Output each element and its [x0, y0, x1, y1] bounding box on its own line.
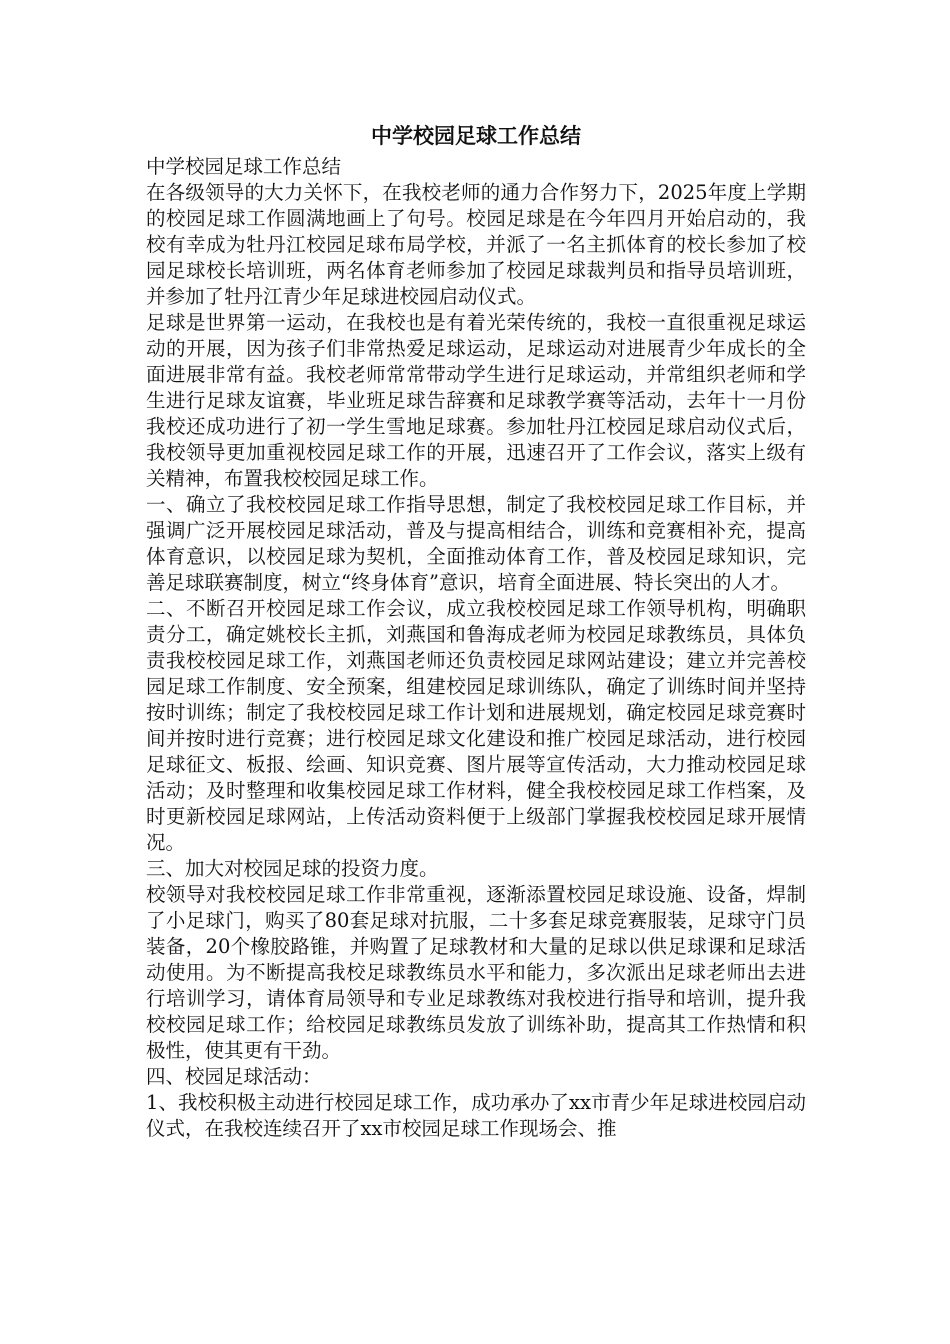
paragraph-section-one: 一、确立了我校校园足球工作指导思想，制定了我校校园足球工作目标，并强调广泛开展校园足球活动，普及与提高相结合，训练和竞赛相补充，提高体育意识，以校园足球为契机，全面推动体育工作，普及校园足球知识，完善足球联赛制度，树立“终身体育”意识，培育全面进展、特长突出的人才。: [146, 493, 806, 594]
paragraph-football-tradition: 足球是世界第一运动，在我校也是有着光荣传统的，我校一直很重视足球运动的开展，因为孩子们非常热爱足球运动，足球运动对进展青少年成长的全面进展非常有益。我校老师常常带动学生进行足球运动，并常组织老师和学生进行足球友谊赛，毕业班足球告辞赛和足球教学赛等活动，去年十一月份我校还成功进行了初一学生雪地足球赛。参加牡丹江校园足球启动仪式后，我校领导更加重视校园足球工作的开展，迅速召开了工作会议，落实上级有关精神，布置我校校园足球工作。: [146, 311, 806, 490]
paragraph-section-three: 校领导对我校校园足球工作非常重视，逐渐添置校园足球设施、设备，焊制了小足球门，购买了80套足球对抗服，二十多套足球竞赛服装，足球守门员装备，20个橡胶路锥，并购置了足球教材和大量的足球以供足球课和足球活动使用。为不断提高我校足球教练员水平和能力，多次派出足球老师出去进行培训学习，请体育局领导和专业足球教练对我校进行指导和培训，提升我校校园足球工作；给校园足球教练员发放了训练补助，提高其工作热情和积极性，使其更有干劲。: [146, 883, 806, 1062]
paragraph-intro: 在各级领导的大力关怀下，在我校老师的通力合作努力下，2025年度上学期的校园足球工作圆满地画上了句号。校园足球是在今年四月开始启动的，我校有幸成为牡丹江校园足球布局学校，并派了一名主抓体育的校长参加了校园足球校长培训班，两名体育老师参加了校园足球裁判员和指导员培训班，并参加了牡丹江青少年足球进校园启动仪式。: [146, 181, 806, 308]
document-subtitle: 中学校园足球工作总结: [146, 155, 342, 178]
heading-section-four: 四、校园足球活动：: [146, 1065, 322, 1088]
paragraph-section-four-item-one: 1、我校积极主动进行校园足球工作，成功承办了xx市青少年足球进校园启动仪式，在我校连续召开了xx市校园足球工作现场会、推: [146, 1091, 806, 1140]
paragraph-section-two: 二、不断召开校园足球工作会议，成立我校校园足球工作领导机构，明确职责分工，确定姚校长主抓，刘燕国和鲁海成老师为校园足球教练员，具体负责我校校园足球工作，刘燕国老师还负责校园足球网站建设；建立并完善校园足球工作制度、安全预案，组建校园足球训练队，确定了训练时间并坚持按时训练；制定了我校校园足球工作计划和进展规划，确定校园足球竞赛时间并按时进行竞赛；进行校园足球文化建设和推广校园足球活动，进行校园足球征文、板报、绘画、知识竞赛、图片展等宣传活动，大力推动校园足球活动；及时整理和收集校园足球工作材料，健全我校校园足球工作档案，及时更新校园足球网站，上传活动资料便于上级部门掌握我校校园足球开展情况。: [146, 597, 806, 854]
document-page: [146, 118, 806, 1142]
document-title: 中学校园足球工作总结: [371, 123, 581, 148]
heading-section-three: 三、加大对校园足球的投资力度。: [146, 857, 439, 880]
